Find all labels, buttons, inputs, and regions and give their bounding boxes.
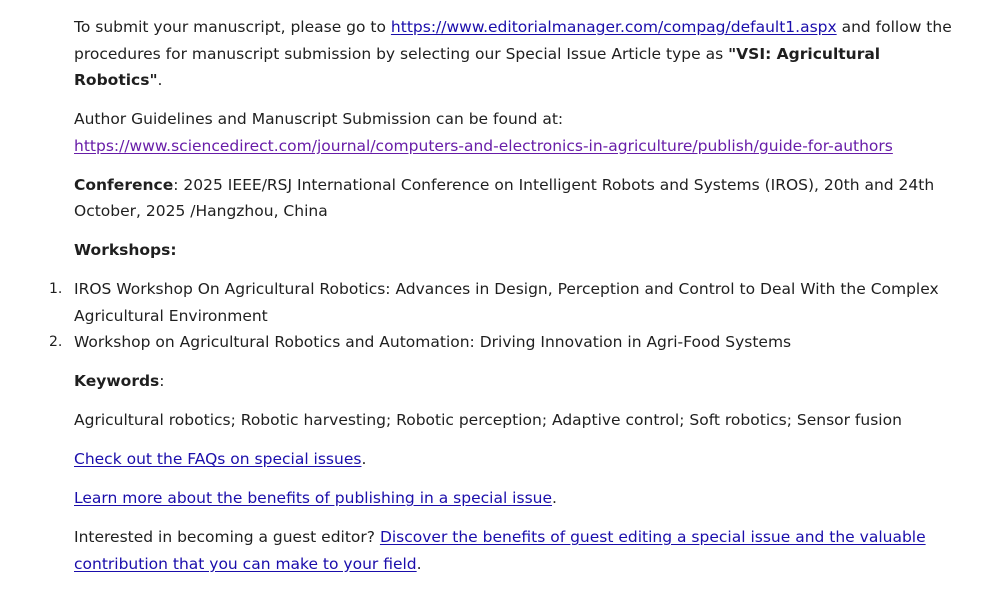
workshops-heading <box>74 237 954 264</box>
keywords-heading <box>74 368 954 395</box>
keywords-list: Agricultural robotics; Robotic harvesting; Robotic perception; Adaptive control; Soft robotics; Sensor fusion <box>74 411 902 429</box>
guidelines-paragraph <box>74 106 954 159</box>
article-body <box>49 14 954 590</box>
guest-editor-period: . <box>416 554 422 573</box>
benefits-link[interactable]: Learn more about the benefits of publishing in a special issue <box>74 489 553 507</box>
article-type: "VSI: Agricultural Robotics" <box>74 44 881 89</box>
submission-paragraph <box>74 14 954 94</box>
keywords-label: Keywords <box>74 372 160 390</box>
conference-paragraph <box>74 172 954 225</box>
editorial-manager-link[interactable]: https://www.editorialmanager.com/compag/default1.aspx <box>390 18 837 36</box>
guest-editing-link[interactable]: Discover the benefits of guest editing a special issue and the valuable contribution that you can make to your field <box>74 528 926 573</box>
submission-period: . <box>157 71 163 89</box>
workshops-list <box>49 276 954 356</box>
submission-text-after: and follow the procedures for manuscript submission by selecting our Special Issue Article type as <box>74 18 952 63</box>
keywords-colon: : <box>159 372 165 390</box>
faq-period: . <box>361 450 367 468</box>
list-item <box>49 276 954 329</box>
faq-link[interactable]: Check out the FAQs on special issues <box>74 450 362 468</box>
list-item <box>49 329 954 356</box>
list-item-text: Workshop on Agricultural Robotics and Automation: Driving Innovation in Agri-Food Systems <box>74 333 792 351</box>
submission-text: To submit your manuscript, please go to <box>74 18 391 36</box>
guidelines-text: Author Guidelines and Manuscript Submission can be found at: <box>74 110 564 128</box>
guide-for-authors-link[interactable]: https://www.sciencedirect.com/journal/computers-and-electronics-in-agriculture/publish/guide-for-authors <box>74 136 893 155</box>
list-item-number: 1. <box>49 281 63 297</box>
workshops-heading-text: Workshops: <box>74 241 177 259</box>
guest-editor-paragraph <box>74 524 954 577</box>
conference-label: Conference <box>74 175 174 194</box>
conference-text: : 2025 IEEE/RSJ International Conference on Intelligent Robots and Systems (IROS), 20th and 24th October, 2025 /Hangzhou, China <box>74 175 935 220</box>
guest-editor-text: Interested in becoming a guest editor? <box>74 528 380 546</box>
benefits-period: . <box>552 489 557 507</box>
faq-paragraph <box>74 446 954 473</box>
list-item-text: IROS Workshop On Agricultural Robotics: Advances in Design, Perception and Control to Deal With the Complex Agricultural Environment <box>74 280 939 325</box>
benefits-paragraph <box>74 485 954 512</box>
list-item-number: 2. <box>49 334 63 350</box>
